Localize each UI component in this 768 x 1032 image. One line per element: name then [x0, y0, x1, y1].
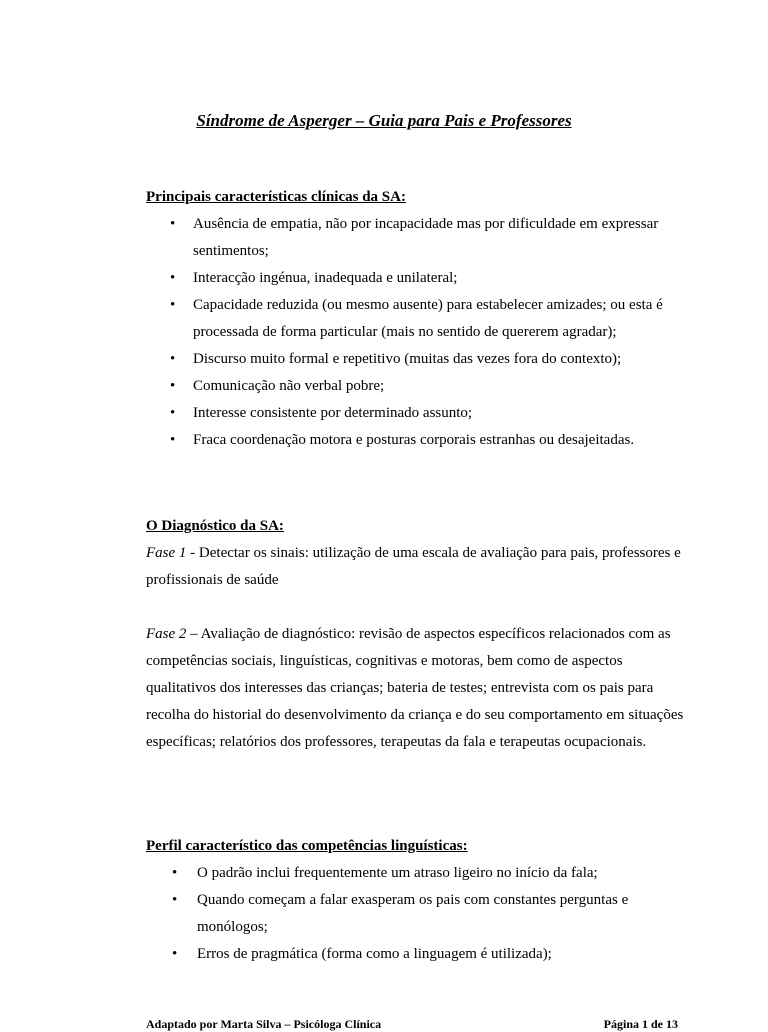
- list-item: [146, 346, 686, 373]
- list-item: [146, 211, 686, 265]
- linguistic-heading: Perfil característico das competências linguísticas:: [146, 838, 468, 854]
- bullet-icon: •: [170, 216, 176, 232]
- footer-page-number: Página 1 de 13: [603, 1017, 678, 1031]
- phase2-text: – Avaliação de diagnóstico: revisão de aspectos específicos relacionados com as competências sociais, linguísticas, cognitivas e motoras, bem como de aspectos qualitativos dos interesses das crianças; bateria de testes; entrevista com os pais para recolha do historial do desenvolvimento da criança e do seu comportamento em situações específicas; relatórios dos professores, terapeutas da fala e terapeutas ocupacionais.: [146, 626, 684, 750]
- footer-author: Adaptado por Marta Silva – Psicóloga Clínica: [146, 1017, 382, 1031]
- bullet-icon: •: [170, 405, 176, 421]
- list-item: [146, 400, 686, 427]
- list-item-text: Capacidade reduzida (ou mesmo ausente) para estabelecer amizades; ou esta é processada de forma particular (mais no sentido de quererem agradar);: [193, 297, 663, 340]
- list-item-text: Comunicação não verbal pobre;: [193, 378, 385, 394]
- list-item-text: O padrão inclui frequentemente um atraso ligeiro no início da fala;: [197, 865, 598, 881]
- list-item-text: Interesse consistente por determinado assunto;: [193, 405, 473, 421]
- phase1-label: Fase 1: [146, 545, 187, 561]
- phase2-paragraph: [146, 621, 686, 756]
- bullet-icon: •: [170, 378, 176, 394]
- bullet-icon: •: [172, 892, 178, 908]
- characteristics-list: [146, 211, 686, 454]
- list-item: [146, 941, 686, 968]
- characteristics-heading: Principais características clínicas da SA:: [146, 189, 406, 205]
- list-item: [146, 887, 686, 941]
- list-item-text: Ausência de empatia, não por incapacidade mas por dificuldade em expressar sentimentos;: [193, 216, 659, 259]
- list-item: [146, 427, 686, 454]
- characteristics-section: [146, 184, 686, 454]
- bullet-icon: •: [170, 351, 176, 367]
- phase2-label: Fase 2: [146, 626, 187, 642]
- linguistic-list: [146, 860, 686, 968]
- bullet-icon: •: [170, 270, 176, 286]
- document-title: Síndrome de Asperger – Guia para Pais e Professores: [196, 111, 572, 130]
- list-item-text: Discurso muito formal e repetitivo (muitas das vezes fora do contexto);: [193, 351, 622, 367]
- bullet-icon: •: [170, 432, 176, 448]
- list-item: [146, 265, 686, 292]
- phase1-text: - Detectar os sinais: utilização de uma escala de avaliação para pais, professores e profissionais de saúde: [146, 545, 681, 588]
- list-item-text: Erros de pragmática (forma como a linguagem é utilizada);: [197, 946, 552, 962]
- list-item: [146, 860, 686, 887]
- list-item-text: Fraca coordenação motora e posturas corporais estranhas ou desajeitadas.: [193, 432, 635, 448]
- diagnosis-section: [146, 513, 686, 756]
- bullet-icon: •: [172, 865, 178, 881]
- phase1-paragraph: [146, 540, 686, 594]
- bullet-icon: •: [170, 297, 176, 313]
- list-item: [146, 292, 686, 346]
- diagnosis-heading: O Diagnóstico da SA:: [146, 518, 284, 534]
- list-item: [146, 373, 686, 400]
- list-item-text: Interacção ingénua, inadequada e unilateral;: [193, 270, 458, 286]
- list-item-text: Quando começam a falar exasperam os pais com constantes perguntas e monólogos;: [197, 892, 629, 935]
- linguistic-section: [146, 833, 686, 968]
- bullet-icon: •: [172, 946, 178, 962]
